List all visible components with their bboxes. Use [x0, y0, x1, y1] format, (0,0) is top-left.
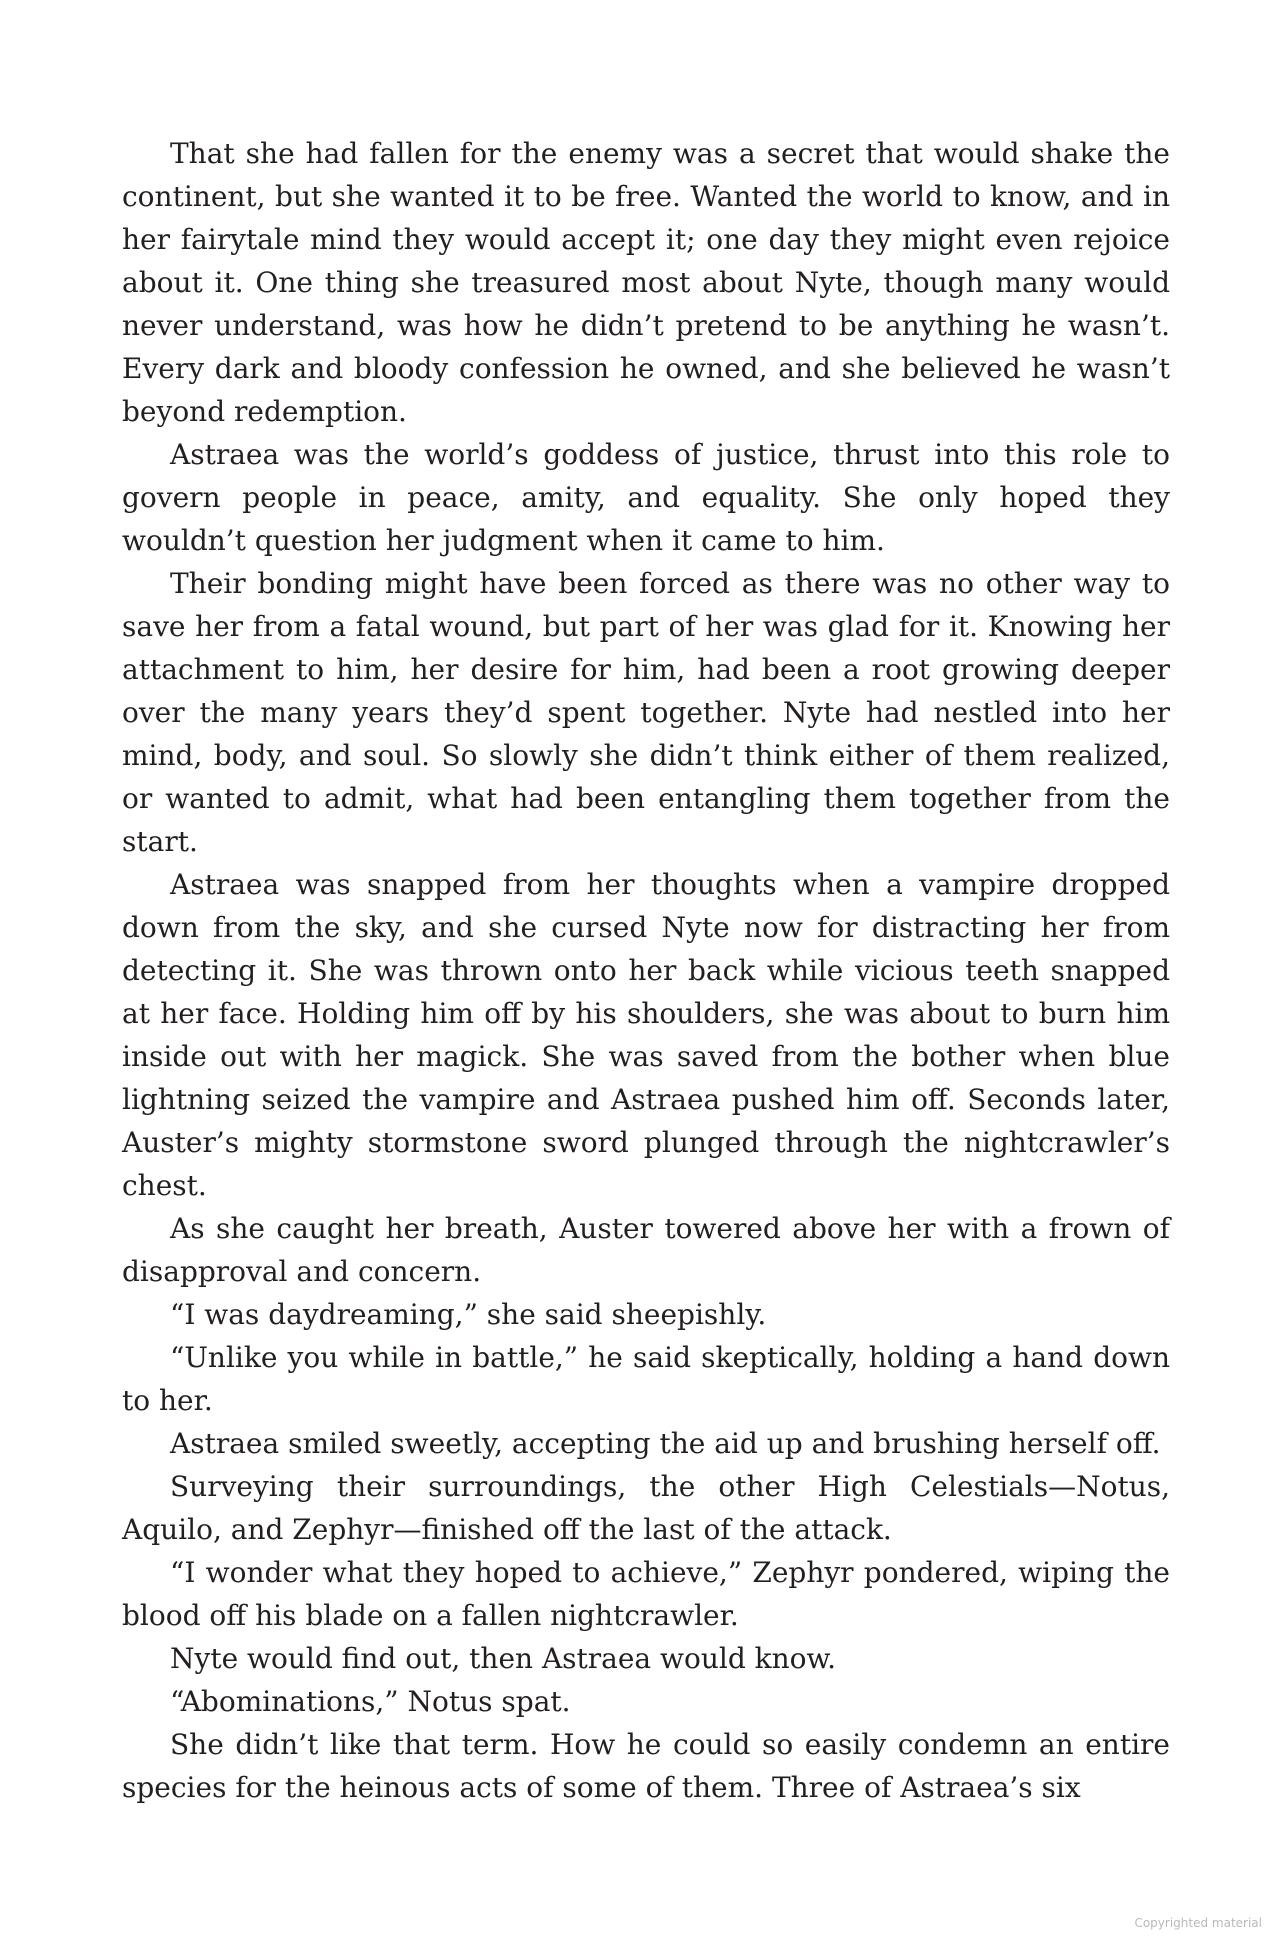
- paragraph: “I was daydreaming,” she said sheepishly.: [170, 1298, 767, 1331]
- paragraph: As she caught her breath, Auster towered above her with a frown of disapproval and concern.: [122, 1212, 1170, 1288]
- book-page-text: [122, 132, 1170, 1809]
- paragraph: Nyte would find out, then Astraea would know.: [170, 1642, 837, 1675]
- paragraph: “Abominations,” Notus spat.: [170, 1685, 571, 1718]
- copyright-watermark: Copyrighted material: [1134, 1916, 1262, 1930]
- paragraph: Surveying their surroundings, the other High Celestials—Notus, Aquilo, and Zephyr—finished off the last of the attack.: [122, 1470, 1170, 1546]
- paragraph: “Unlike you while in battle,” he said skeptically, holding a hand down to her.: [122, 1341, 1170, 1417]
- paragraph: That she had fallen for the enemy was a secret that would shake the continent, but she wanted it to be free. Wanted the world to know, and in her fairytale mind they would accept it; one day they might even rejoice about it. One thing she treasured most about Nyte, though many would never understand, was how he didn’t pretend to be anything he wasn’t. Every dark and bloody confession he owned, and she believed he wasn’t beyond redemption.: [122, 137, 1170, 428]
- paragraph: Their bonding might have been forced as there was no other way to save her from a fatal wound, but part of her was glad for it. Knowing her attachment to him, her desire for him, had been a root growing deeper over the many years they’d spent together. Nyte had nestled into her mind, body, and soul. So slowly she didn’t think either of them realized, or wanted to admit, what had been entangling them together from the start.: [122, 567, 1170, 858]
- paragraph: She didn’t like that term. How he could so easily condemn an entire species for the heinous acts of some of them. Three of Astraea’s six: [122, 1728, 1170, 1804]
- paragraph: Astraea was the world’s goddess of justice, thrust into this role to govern people in peace, amity, and equality. She only hoped they wouldn’t question her judgment when it came to him.: [122, 438, 1170, 557]
- paragraph: Astraea was snapped from her thoughts when a vampire dropped down from the sky, and she cursed Nyte now for distracting her from detecting it. She was thrown onto her back while vicious teeth snapped at her face. Holding him off by his shoulders, she was about to burn him inside out with her magick. She was saved from the bother when blue lightning seized the vampire and Astraea pushed him off. Seconds later, Auster’s mighty stormstone sword plunged through the nightcrawler’s chest.: [122, 868, 1170, 1202]
- paragraph: “I wonder what they hoped to achieve,” Zephyr pondered, wiping the blood off his blade on a fallen nightcrawler.: [122, 1556, 1170, 1632]
- paragraph: Astraea smiled sweetly, accepting the aid up and brushing herself off.: [170, 1427, 1161, 1460]
